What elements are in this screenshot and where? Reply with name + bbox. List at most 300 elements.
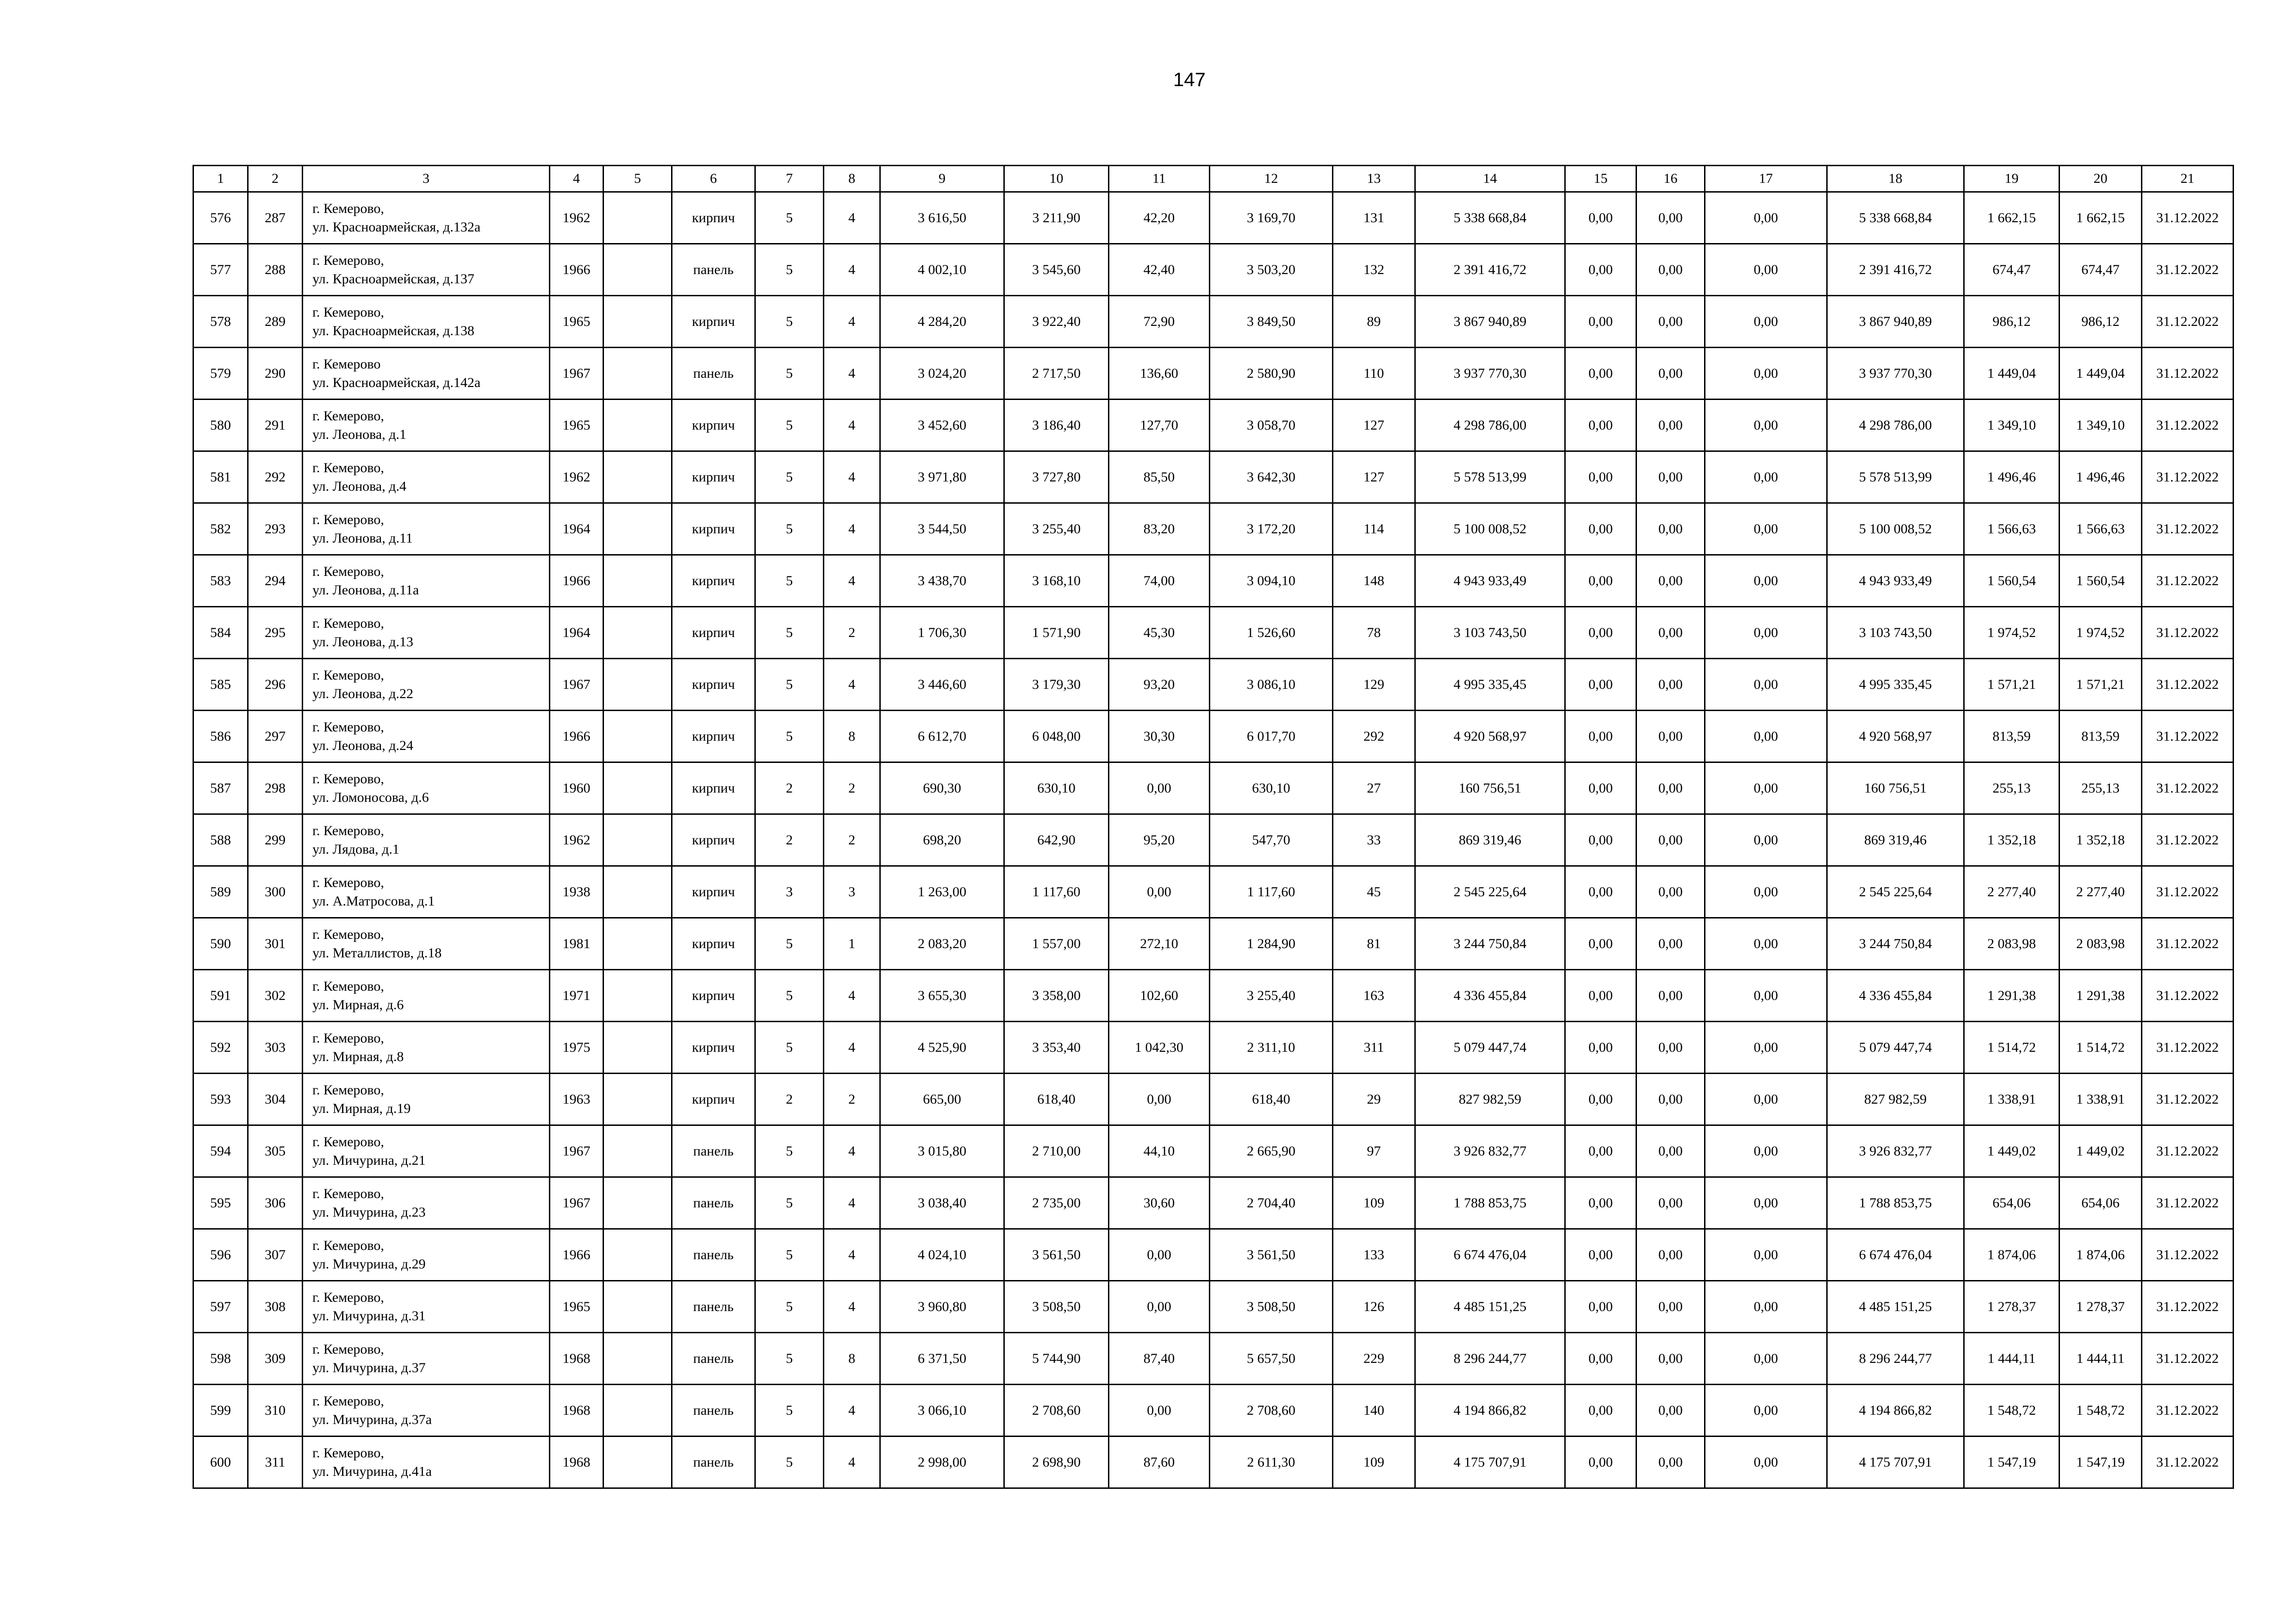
address-city: г. Кемерово, xyxy=(312,1289,384,1305)
wall-material-cell: кирпич xyxy=(672,400,755,451)
column-16-cell: 0,00 xyxy=(1636,503,1705,555)
column-8-cell: 4 xyxy=(824,659,880,711)
column-17-cell: 0,00 xyxy=(1705,659,1827,711)
column-21-cell: 31.12.2022 xyxy=(2142,607,2234,659)
column-21-cell: 31.12.2022 xyxy=(2142,1385,2234,1437)
column-19-cell: 1 547,19 xyxy=(1964,1437,2060,1488)
year-cell: 1964 xyxy=(550,503,604,555)
address-cell xyxy=(303,1125,550,1177)
row-number-cell: 593 xyxy=(193,1074,248,1125)
column-20-cell: 986,12 xyxy=(2060,296,2142,348)
column-12-cell: 2 580,90 xyxy=(1210,348,1333,400)
column-18-cell: 3 926 832,77 xyxy=(1827,1125,1964,1177)
column-header: 7 xyxy=(755,166,824,192)
column-20-cell: 813,59 xyxy=(2060,711,2142,762)
column-17-cell: 0,00 xyxy=(1705,814,1827,866)
row-number-cell: 594 xyxy=(193,1125,248,1177)
column-18-cell: 4 194 866,82 xyxy=(1827,1385,1964,1437)
column-8-cell: 4 xyxy=(824,400,880,451)
column-20-cell: 1 352,18 xyxy=(2060,814,2142,866)
object-number-cell: 308 xyxy=(248,1281,303,1333)
wall-material-cell: панель xyxy=(672,1437,755,1488)
address-cell xyxy=(303,814,550,866)
column-8-cell: 4 xyxy=(824,348,880,400)
address-cell xyxy=(303,400,550,451)
address-cell xyxy=(303,1074,550,1125)
column-5-cell xyxy=(604,1177,672,1229)
column-7-cell: 5 xyxy=(755,1437,824,1488)
column-7-cell: 5 xyxy=(755,1385,824,1437)
column-20-cell: 2 083,98 xyxy=(2060,918,2142,970)
column-10-cell: 3 168,10 xyxy=(1004,555,1109,607)
year-cell: 1966 xyxy=(550,1229,604,1281)
column-19-cell: 1 291,38 xyxy=(1964,970,2060,1022)
column-11-cell: 72,90 xyxy=(1109,296,1210,348)
address-street: ул. Мичурина, д.23 xyxy=(312,1204,426,1220)
address-city: г. Кемерово, xyxy=(312,874,384,890)
column-13-cell: 229 xyxy=(1333,1333,1415,1385)
column-5-cell xyxy=(604,607,672,659)
column-5-cell xyxy=(604,1333,672,1385)
column-13-cell: 97 xyxy=(1333,1125,1415,1177)
column-18-cell: 2 545 225,64 xyxy=(1827,866,1964,918)
year-cell: 1966 xyxy=(550,244,604,296)
column-8-cell: 4 xyxy=(824,296,880,348)
column-9-cell: 3 960,80 xyxy=(880,1281,1004,1333)
column-20-cell: 1 496,46 xyxy=(2060,451,2142,503)
column-9-cell: 4 002,10 xyxy=(880,244,1004,296)
column-20-cell: 1 449,04 xyxy=(2060,348,2142,400)
column-11-cell: 95,20 xyxy=(1109,814,1210,866)
column-5-cell xyxy=(604,1022,672,1074)
address-street: ул. Лядова, д.1 xyxy=(312,841,399,857)
column-15-cell: 0,00 xyxy=(1565,1333,1636,1385)
year-cell: 1967 xyxy=(550,1177,604,1229)
address-city: г. Кемерово, xyxy=(312,304,384,320)
column-19-cell: 1 514,72 xyxy=(1964,1022,2060,1074)
column-header: 21 xyxy=(2142,166,2234,192)
column-16-cell: 0,00 xyxy=(1636,1333,1705,1385)
address-street: ул. Мичурина, д.37 xyxy=(312,1360,426,1375)
row-number-cell: 584 xyxy=(193,607,248,659)
address-street: ул. Мичурина, д.41а xyxy=(312,1463,432,1479)
object-number-cell: 306 xyxy=(248,1177,303,1229)
column-15-cell: 0,00 xyxy=(1565,400,1636,451)
column-8-cell: 4 xyxy=(824,451,880,503)
column-8-cell: 4 xyxy=(824,244,880,296)
column-12-cell: 3 255,40 xyxy=(1210,970,1333,1022)
column-12-cell: 2 611,30 xyxy=(1210,1437,1333,1488)
column-12-cell: 3 561,50 xyxy=(1210,1229,1333,1281)
column-21-cell: 31.12.2022 xyxy=(2142,1125,2234,1177)
column-19-cell: 674,47 xyxy=(1964,244,2060,296)
object-number-cell: 307 xyxy=(248,1229,303,1281)
column-5-cell xyxy=(604,348,672,400)
address-street: ул. Красноармейская, д.138 xyxy=(312,323,474,338)
column-9-cell: 2 998,00 xyxy=(880,1437,1004,1488)
column-13-cell: 89 xyxy=(1333,296,1415,348)
wall-material-cell: кирпич xyxy=(672,192,755,244)
column-14-cell: 3 244 750,84 xyxy=(1415,918,1565,970)
column-21-cell: 31.12.2022 xyxy=(2142,503,2234,555)
column-5-cell xyxy=(604,503,672,555)
column-14-cell: 2 391 416,72 xyxy=(1415,244,1565,296)
row-number-cell: 585 xyxy=(193,659,248,711)
column-9-cell: 4 284,20 xyxy=(880,296,1004,348)
column-16-cell: 0,00 xyxy=(1636,866,1705,918)
column-15-cell: 0,00 xyxy=(1565,1125,1636,1177)
column-13-cell: 127 xyxy=(1333,400,1415,451)
column-header: 18 xyxy=(1827,166,1964,192)
table-row xyxy=(193,192,2234,244)
column-10-cell: 5 744,90 xyxy=(1004,1333,1109,1385)
column-20-cell: 654,06 xyxy=(2060,1177,2142,1229)
column-15-cell: 0,00 xyxy=(1565,1437,1636,1488)
column-19-cell: 1 571,21 xyxy=(1964,659,2060,711)
column-17-cell: 0,00 xyxy=(1705,1333,1827,1385)
column-header: 9 xyxy=(880,166,1004,192)
column-18-cell: 4 485 151,25 xyxy=(1827,1281,1964,1333)
column-17-cell: 0,00 xyxy=(1705,503,1827,555)
column-9-cell: 3 015,80 xyxy=(880,1125,1004,1177)
column-17-cell: 0,00 xyxy=(1705,711,1827,762)
column-10-cell: 3 922,40 xyxy=(1004,296,1109,348)
buildings-table xyxy=(193,165,2234,1489)
column-14-cell: 160 756,51 xyxy=(1415,762,1565,814)
column-21-cell: 31.12.2022 xyxy=(2142,348,2234,400)
column-header: 15 xyxy=(1565,166,1636,192)
address-street: ул. Мирная, д.19 xyxy=(312,1100,411,1116)
column-15-cell: 0,00 xyxy=(1565,192,1636,244)
column-9-cell: 1 706,30 xyxy=(880,607,1004,659)
column-21-cell: 31.12.2022 xyxy=(2142,1177,2234,1229)
column-12-cell: 1 526,60 xyxy=(1210,607,1333,659)
address-street: ул. Мичурина, д.37а xyxy=(312,1412,432,1427)
column-12-cell: 3 169,70 xyxy=(1210,192,1333,244)
column-12-cell: 1 117,60 xyxy=(1210,866,1333,918)
column-21-cell: 31.12.2022 xyxy=(2142,1333,2234,1385)
column-8-cell: 8 xyxy=(824,711,880,762)
wall-material-cell: кирпич xyxy=(672,555,755,607)
address-cell xyxy=(303,866,550,918)
table-row xyxy=(193,970,2234,1022)
column-9-cell: 3 616,50 xyxy=(880,192,1004,244)
column-11-cell: 0,00 xyxy=(1109,866,1210,918)
column-13-cell: 33 xyxy=(1333,814,1415,866)
column-14-cell: 3 926 832,77 xyxy=(1415,1125,1565,1177)
wall-material-cell: панель xyxy=(672,1125,755,1177)
table-row xyxy=(193,918,2234,970)
column-20-cell: 1 560,54 xyxy=(2060,555,2142,607)
column-12-cell: 547,70 xyxy=(1210,814,1333,866)
table-row xyxy=(193,451,2234,503)
column-7-cell: 5 xyxy=(755,192,824,244)
column-12-cell: 5 657,50 xyxy=(1210,1333,1333,1385)
column-14-cell: 3 937 770,30 xyxy=(1415,348,1565,400)
column-7-cell: 5 xyxy=(755,659,824,711)
column-10-cell: 3 353,40 xyxy=(1004,1022,1109,1074)
column-19-cell: 813,59 xyxy=(1964,711,2060,762)
row-number-cell: 586 xyxy=(193,711,248,762)
column-11-cell: 85,50 xyxy=(1109,451,1210,503)
object-number-cell: 290 xyxy=(248,348,303,400)
column-17-cell: 0,00 xyxy=(1705,1022,1827,1074)
column-15-cell: 0,00 xyxy=(1565,1074,1636,1125)
column-19-cell: 1 974,52 xyxy=(1964,607,2060,659)
column-21-cell: 31.12.2022 xyxy=(2142,400,2234,451)
address-city: г. Кемерово, xyxy=(312,1030,384,1046)
column-14-cell: 4 336 455,84 xyxy=(1415,970,1565,1022)
column-header: 2 xyxy=(248,166,303,192)
address-street: ул. Леонова, д.13 xyxy=(312,634,414,650)
column-15-cell: 0,00 xyxy=(1565,451,1636,503)
column-8-cell: 4 xyxy=(824,1022,880,1074)
column-10-cell: 630,10 xyxy=(1004,762,1109,814)
column-9-cell: 3 544,50 xyxy=(880,503,1004,555)
column-20-cell: 1 444,11 xyxy=(2060,1333,2142,1385)
object-number-cell: 298 xyxy=(248,762,303,814)
wall-material-cell: кирпич xyxy=(672,607,755,659)
table-row xyxy=(193,1125,2234,1177)
column-8-cell: 4 xyxy=(824,1281,880,1333)
column-21-cell: 31.12.2022 xyxy=(2142,192,2234,244)
column-15-cell: 0,00 xyxy=(1565,1022,1636,1074)
column-7-cell: 5 xyxy=(755,1177,824,1229)
column-21-cell: 31.12.2022 xyxy=(2142,970,2234,1022)
column-14-cell: 2 545 225,64 xyxy=(1415,866,1565,918)
column-11-cell: 1 042,30 xyxy=(1109,1022,1210,1074)
column-19-cell: 1 449,02 xyxy=(1964,1125,2060,1177)
object-number-cell: 304 xyxy=(248,1074,303,1125)
object-number-cell: 293 xyxy=(248,503,303,555)
column-16-cell: 0,00 xyxy=(1636,1385,1705,1437)
column-14-cell: 4 298 786,00 xyxy=(1415,400,1565,451)
column-21-cell: 31.12.2022 xyxy=(2142,918,2234,970)
table-row xyxy=(193,1074,2234,1125)
column-header: 10 xyxy=(1004,166,1109,192)
table-row xyxy=(193,400,2234,451)
address-city: г. Кемерово, xyxy=(312,200,384,216)
column-16-cell: 0,00 xyxy=(1636,711,1705,762)
column-10-cell: 6 048,00 xyxy=(1004,711,1109,762)
column-5-cell xyxy=(604,1437,672,1488)
column-15-cell: 0,00 xyxy=(1565,970,1636,1022)
column-12-cell: 1 284,90 xyxy=(1210,918,1333,970)
table-row xyxy=(193,1229,2234,1281)
column-5-cell xyxy=(604,659,672,711)
column-8-cell: 8 xyxy=(824,1333,880,1385)
column-19-cell: 1 338,91 xyxy=(1964,1074,2060,1125)
wall-material-cell: панель xyxy=(672,1281,755,1333)
address-cell xyxy=(303,918,550,970)
year-cell: 1962 xyxy=(550,192,604,244)
column-15-cell: 0,00 xyxy=(1565,1281,1636,1333)
object-number-cell: 294 xyxy=(248,555,303,607)
column-7-cell: 5 xyxy=(755,1333,824,1385)
address-cell xyxy=(303,451,550,503)
column-19-cell: 1 560,54 xyxy=(1964,555,2060,607)
column-10-cell: 2 717,50 xyxy=(1004,348,1109,400)
object-number-cell: 299 xyxy=(248,814,303,866)
address-city: г. Кемерово, xyxy=(312,408,384,424)
column-18-cell: 4 298 786,00 xyxy=(1827,400,1964,451)
column-9-cell: 1 263,00 xyxy=(880,866,1004,918)
table-row xyxy=(193,296,2234,348)
column-18-cell: 160 756,51 xyxy=(1827,762,1964,814)
column-10-cell: 618,40 xyxy=(1004,1074,1109,1125)
header-row xyxy=(193,166,2234,192)
wall-material-cell: панель xyxy=(672,244,755,296)
column-8-cell: 2 xyxy=(824,607,880,659)
object-number-cell: 287 xyxy=(248,192,303,244)
address-street: ул. Красноармейская, д.142а xyxy=(312,375,481,390)
column-13-cell: 140 xyxy=(1333,1385,1415,1437)
address-city: г. Кемерово, xyxy=(312,1186,384,1201)
column-11-cell: 44,10 xyxy=(1109,1125,1210,1177)
column-19-cell: 2 277,40 xyxy=(1964,866,2060,918)
column-7-cell: 2 xyxy=(755,814,824,866)
row-number-cell: 598 xyxy=(193,1333,248,1385)
column-19-cell: 1 444,11 xyxy=(1964,1333,2060,1385)
column-21-cell: 31.12.2022 xyxy=(2142,555,2234,607)
column-21-cell: 31.12.2022 xyxy=(2142,814,2234,866)
column-8-cell: 2 xyxy=(824,762,880,814)
column-18-cell: 2 391 416,72 xyxy=(1827,244,1964,296)
column-20-cell: 1 449,02 xyxy=(2060,1125,2142,1177)
column-17-cell: 0,00 xyxy=(1705,244,1827,296)
column-19-cell: 986,12 xyxy=(1964,296,2060,348)
wall-material-cell: кирпич xyxy=(672,1022,755,1074)
address-street: ул. Леонова, д.4 xyxy=(312,478,407,494)
column-12-cell: 3 508,50 xyxy=(1210,1281,1333,1333)
column-5-cell xyxy=(604,244,672,296)
year-cell: 1965 xyxy=(550,296,604,348)
column-9-cell: 4 024,10 xyxy=(880,1229,1004,1281)
wall-material-cell: панель xyxy=(672,1385,755,1437)
address-street: ул. Леонова, д.1 xyxy=(312,426,407,442)
column-13-cell: 129 xyxy=(1333,659,1415,711)
column-18-cell: 4 943 933,49 xyxy=(1827,555,1964,607)
column-17-cell: 0,00 xyxy=(1705,555,1827,607)
table-row xyxy=(193,607,2234,659)
column-20-cell: 1 571,21 xyxy=(2060,659,2142,711)
column-20-cell: 1 566,63 xyxy=(2060,503,2142,555)
column-20-cell: 1 974,52 xyxy=(2060,607,2142,659)
column-15-cell: 0,00 xyxy=(1565,348,1636,400)
column-18-cell: 4 175 707,91 xyxy=(1827,1437,1964,1488)
column-5-cell xyxy=(604,192,672,244)
column-10-cell: 3 545,60 xyxy=(1004,244,1109,296)
table-row xyxy=(193,348,2234,400)
column-13-cell: 110 xyxy=(1333,348,1415,400)
column-15-cell: 0,00 xyxy=(1565,607,1636,659)
column-8-cell: 2 xyxy=(824,1074,880,1125)
column-7-cell: 5 xyxy=(755,296,824,348)
column-18-cell: 3 937 770,30 xyxy=(1827,348,1964,400)
column-12-cell: 2 311,10 xyxy=(1210,1022,1333,1074)
column-17-cell: 0,00 xyxy=(1705,762,1827,814)
column-8-cell: 4 xyxy=(824,1125,880,1177)
column-14-cell: 4 995 335,45 xyxy=(1415,659,1565,711)
column-5-cell xyxy=(604,400,672,451)
row-number-cell: 592 xyxy=(193,1022,248,1074)
address-cell xyxy=(303,1229,550,1281)
column-18-cell: 8 296 244,77 xyxy=(1827,1333,1964,1385)
column-13-cell: 78 xyxy=(1333,607,1415,659)
column-20-cell: 1 874,06 xyxy=(2060,1229,2142,1281)
address-street: ул. Мирная, д.6 xyxy=(312,997,404,1012)
column-8-cell: 4 xyxy=(824,1437,880,1488)
column-13-cell: 127 xyxy=(1333,451,1415,503)
column-16-cell: 0,00 xyxy=(1636,1177,1705,1229)
column-8-cell: 4 xyxy=(824,503,880,555)
column-18-cell: 6 674 476,04 xyxy=(1827,1229,1964,1281)
column-7-cell: 5 xyxy=(755,555,824,607)
address-cell xyxy=(303,607,550,659)
column-7-cell: 5 xyxy=(755,970,824,1022)
address-city: г. Кемерово, xyxy=(312,1341,384,1357)
year-cell: 1963 xyxy=(550,1074,604,1125)
column-11-cell: 87,40 xyxy=(1109,1333,1210,1385)
column-13-cell: 133 xyxy=(1333,1229,1415,1281)
column-8-cell: 4 xyxy=(824,1177,880,1229)
address-city: г. Кемерово, xyxy=(312,667,384,683)
object-number-cell: 295 xyxy=(248,607,303,659)
year-cell: 1968 xyxy=(550,1385,604,1437)
column-15-cell: 0,00 xyxy=(1565,503,1636,555)
column-5-cell xyxy=(604,1385,672,1437)
column-16-cell: 0,00 xyxy=(1636,348,1705,400)
wall-material-cell: кирпич xyxy=(672,711,755,762)
column-header: 6 xyxy=(672,166,755,192)
table-row xyxy=(193,1333,2234,1385)
year-cell: 1968 xyxy=(550,1437,604,1488)
column-19-cell: 1 548,72 xyxy=(1964,1385,2060,1437)
column-header: 11 xyxy=(1109,166,1210,192)
column-21-cell: 31.12.2022 xyxy=(2142,1074,2234,1125)
column-18-cell: 5 578 513,99 xyxy=(1827,451,1964,503)
column-13-cell: 114 xyxy=(1333,503,1415,555)
address-cell xyxy=(303,348,550,400)
address-city: г. Кемерово, xyxy=(312,1134,384,1149)
column-21-cell: 31.12.2022 xyxy=(2142,762,2234,814)
column-9-cell: 665,00 xyxy=(880,1074,1004,1125)
column-9-cell: 3 446,60 xyxy=(880,659,1004,711)
column-17-cell: 0,00 xyxy=(1705,192,1827,244)
column-5-cell xyxy=(604,296,672,348)
object-number-cell: 303 xyxy=(248,1022,303,1074)
column-17-cell: 0,00 xyxy=(1705,1437,1827,1488)
address-cell xyxy=(303,711,550,762)
address-city: г. Кемерово, xyxy=(312,719,384,735)
column-header: 20 xyxy=(2060,166,2142,192)
column-14-cell: 827 982,59 xyxy=(1415,1074,1565,1125)
address-cell xyxy=(303,659,550,711)
column-7-cell: 5 xyxy=(755,451,824,503)
address-city: г. Кемерово xyxy=(312,356,381,372)
row-number-cell: 600 xyxy=(193,1437,248,1488)
column-16-cell: 0,00 xyxy=(1636,555,1705,607)
column-5-cell xyxy=(604,1125,672,1177)
column-19-cell: 1 352,18 xyxy=(1964,814,2060,866)
column-21-cell: 31.12.2022 xyxy=(2142,866,2234,918)
column-17-cell: 0,00 xyxy=(1705,1385,1827,1437)
address-city: г. Кемерово, xyxy=(312,563,384,579)
address-street: ул. Мичурина, д.31 xyxy=(312,1308,426,1324)
address-street: ул. Мирная, д.8 xyxy=(312,1049,404,1064)
year-cell: 1968 xyxy=(550,1333,604,1385)
column-18-cell: 5 338 668,84 xyxy=(1827,192,1964,244)
